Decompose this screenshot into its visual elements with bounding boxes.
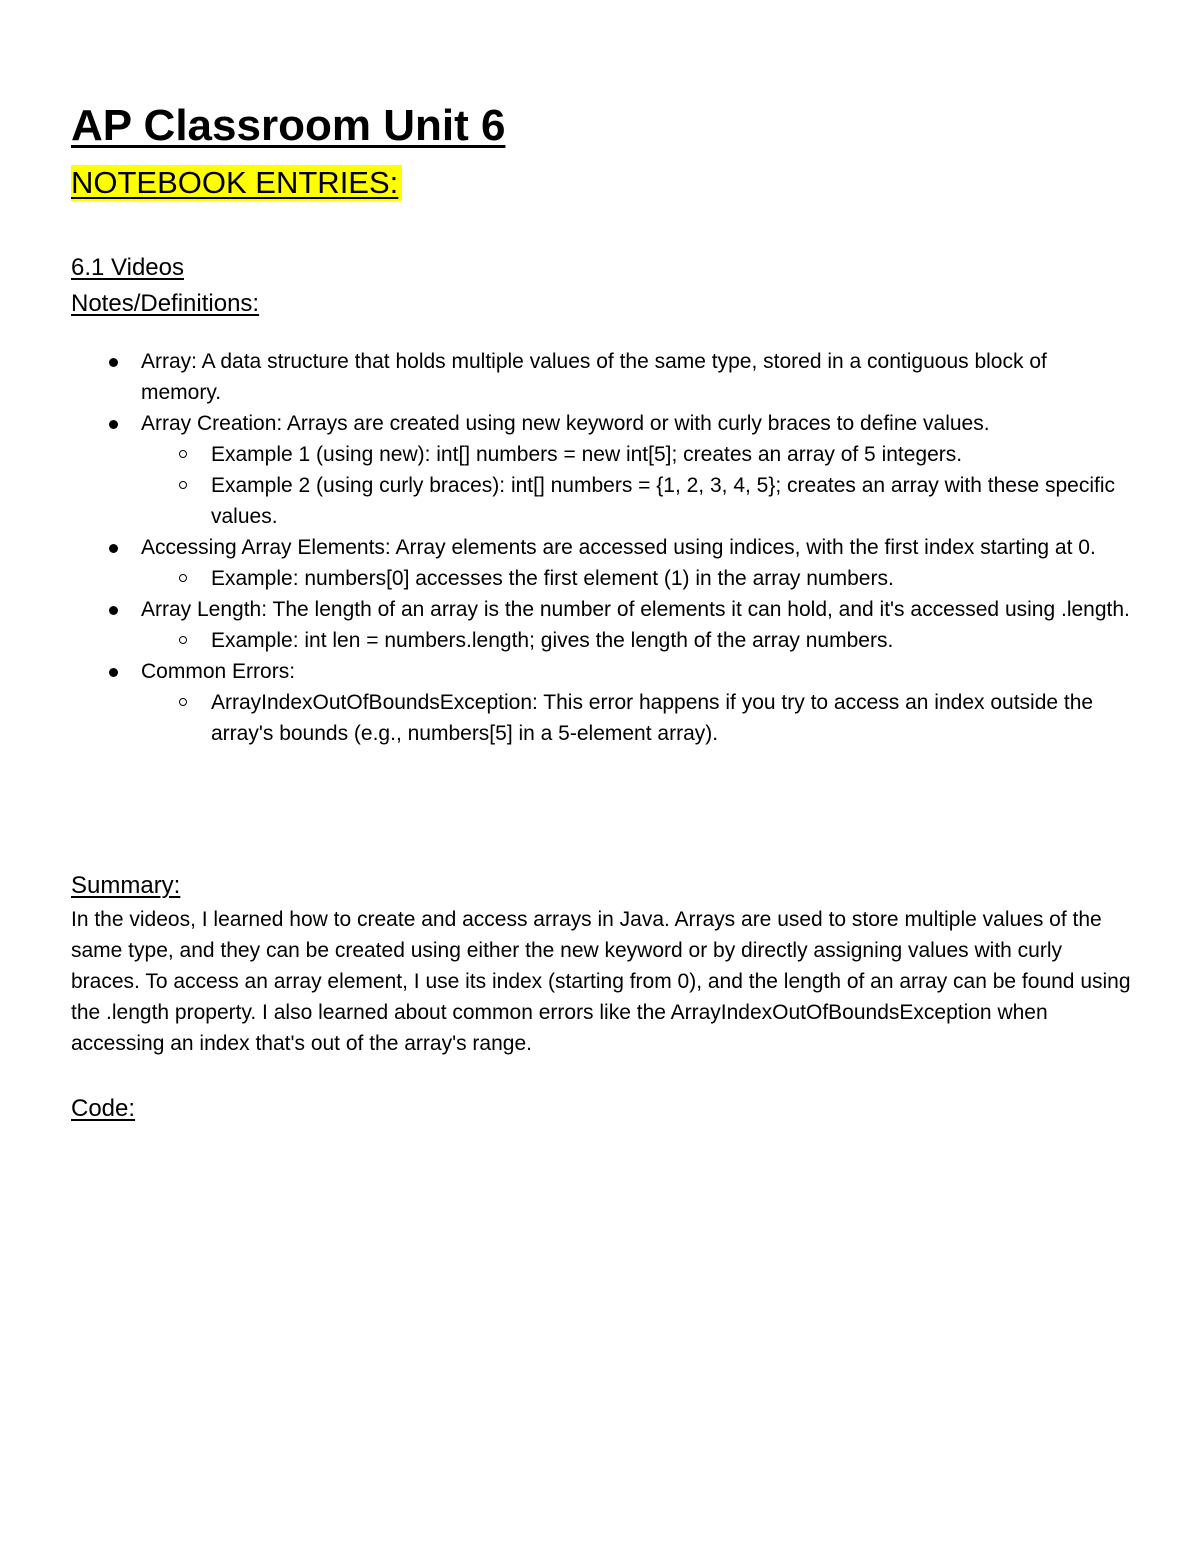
note-text: Array: A data structure that holds multiple values of the same type, stored in a contiguous block of memory. — [141, 350, 1047, 404]
document-title: AP Classroom Unit 6 — [71, 101, 506, 150]
bullet-icon — [109, 420, 118, 429]
sub-note-text: Example: int len = numbers.length; gives the length of the array numbers. — [211, 629, 894, 652]
hollow-bullet-icon — [179, 698, 187, 706]
sub-list — [141, 563, 1131, 594]
sub-list-item — [141, 687, 1131, 749]
sub-note-text: Example: numbers[0] accesses the first element (1) in the array numbers. — [211, 567, 894, 590]
code-heading: Code: — [71, 1095, 136, 1122]
sub-list — [141, 625, 1131, 656]
list-item — [71, 532, 1131, 594]
note-text: Common Errors: — [141, 660, 296, 683]
hollow-bullet-icon — [179, 450, 187, 458]
highlighted-subtitle: NOTEBOOK ENTRIES: — [71, 165, 402, 201]
list-item — [71, 346, 1131, 408]
sub-note-text: Example 1 (using new): int[] numbers = new int[5]; creates an array of 5 integers. — [211, 443, 963, 466]
sub-list-item — [141, 625, 1131, 656]
sub-note-text: ArrayIndexOutOfBoundsException: This error happens if you try to access an index outside the array's bounds (e.g., numbers[5] in a 5-element array). — [211, 691, 1094, 745]
sub-list — [141, 687, 1131, 749]
hollow-bullet-icon — [179, 636, 187, 644]
note-text: Array Creation: Arrays are created using new keyword or with curly braces to define values. — [141, 412, 990, 435]
hollow-bullet-icon — [179, 481, 187, 489]
bullet-icon — [109, 544, 118, 553]
notes-definitions-heading: Notes/Definitions: — [71, 290, 260, 317]
sub-list-item — [141, 563, 1131, 594]
bullet-icon — [109, 358, 118, 367]
list-item — [71, 656, 1131, 749]
list-item — [71, 594, 1131, 656]
bullet-icon — [109, 668, 118, 677]
summary-heading: Summary: — [71, 872, 181, 899]
list-item — [71, 408, 1131, 532]
bullet-icon — [109, 606, 118, 615]
sub-list — [141, 439, 1131, 532]
sub-list-item — [141, 439, 1131, 470]
note-text: Array Length: The length of an array is the number of elements it can hold, and it's accessed using .length. — [141, 598, 1130, 621]
sub-note-text: Example 2 (using curly braces): int[] numbers = {1, 2, 3, 4, 5}; creates an array with these specific values. — [211, 474, 1116, 528]
summary-paragraph: In the videos, I learned how to create and access arrays in Java. Arrays are used to store multiple values of the same type, and they can be created using either the new keyword or by directly assigning values with curly braces. To access an array element, I use its index (starting from 0), and the length of an array can be found using the .length property. I also learned about common errors like the ArrayIndexOutOfBoundsException when accessing an index that's out of the array's range. — [71, 908, 1131, 1055]
note-text: Accessing Array Elements: Array elements are accessed using indices, with the first index starting at 0. — [141, 536, 1096, 559]
notes-list — [71, 346, 1131, 749]
section-heading-videos: 6.1 Videos — [71, 254, 184, 281]
sub-list-item — [141, 470, 1131, 532]
hollow-bullet-icon — [179, 574, 187, 582]
notebook-entries-heading — [71, 163, 402, 203]
